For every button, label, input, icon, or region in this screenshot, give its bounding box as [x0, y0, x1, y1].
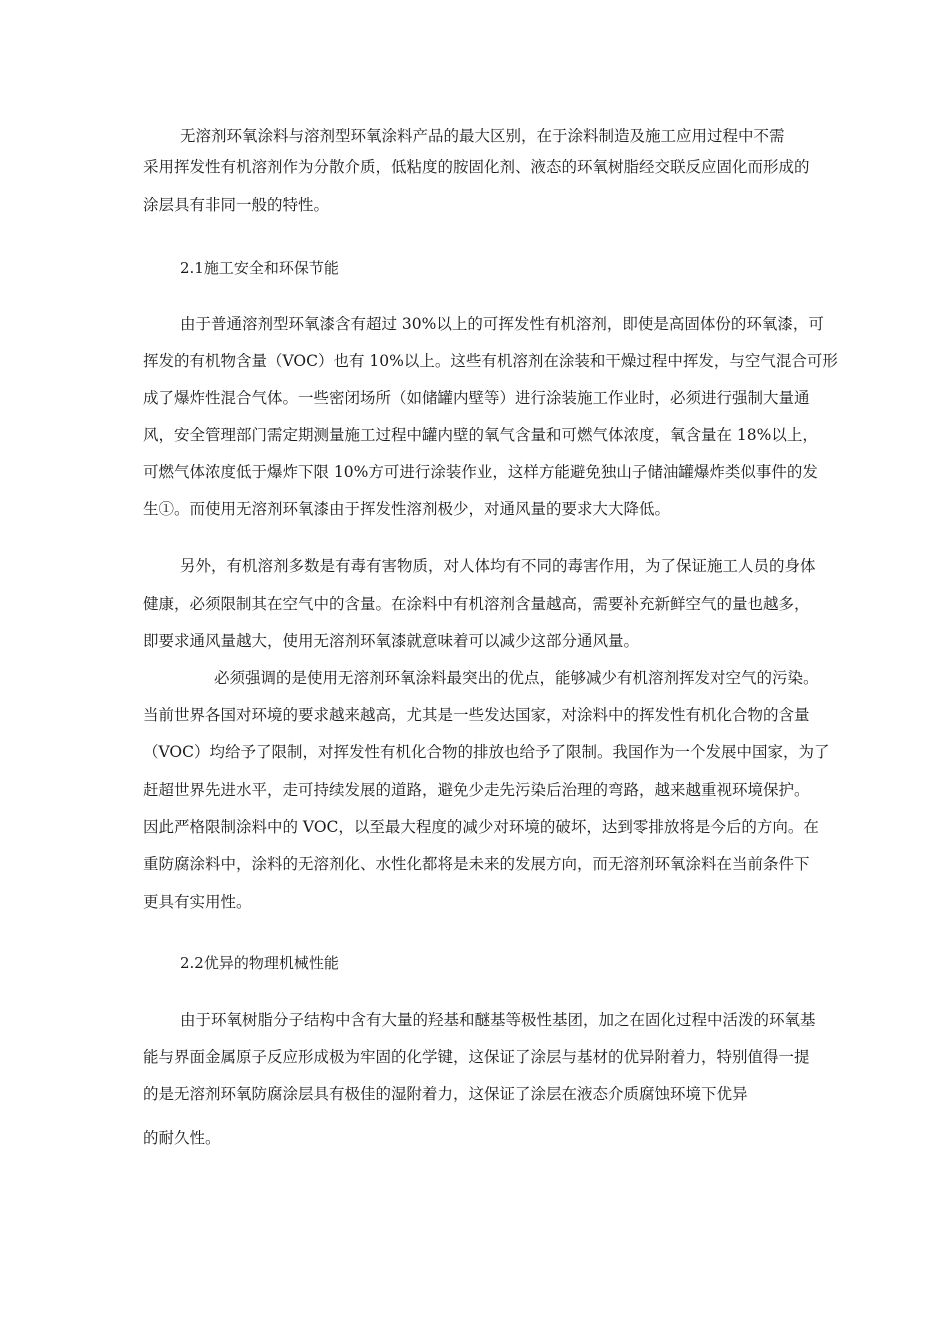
s21-p3-line-1: 必须强调的是使用无溶剂环氧涂料最突出的优点，能够减少有机溶剂挥发对空气的污染。: [214, 669, 819, 687]
s21-p3-line-3: （VOC）均给予了限制，对挥发性有机化合物的排放也给予了限制。我国作为一个发展中国家，为了: [143, 743, 830, 761]
s21-p3-line-5: 因此严格限制涂料中的 VOC，以至最大程度的减少对环境的破坏，达到零排放将是今后的方向。在: [143, 818, 819, 836]
s22-p1-line-1: 由于环氧树脂分子结构中含有大量的羟基和醚基等极性基团，加之在固化过程中活泼的环氧基: [180, 1011, 816, 1029]
s21-p1-line-4: 风，安全管理部门需定期测量施工过程中罐内壁的氧气含量和可燃气体浓度，氧含量在 18%以上，: [143, 426, 818, 444]
intro-line-1: 无溶剂环氧涂料与溶剂型环氧涂料产品的最大区别，在于涂料制造及施工应用过程中不需: [180, 127, 785, 145]
s21-p2-line-1: 另外，有机溶剂多数是有毒有害物质，对人体均有不同的毒害作用，为了保证施工人员的身体: [180, 557, 816, 575]
s21-p3-line-4: 赶超世界先进水平，走可持续发展的道路，避免少走先污染后治理的弯路，越来越重视环境保护。: [143, 781, 810, 799]
section-2-2-title: 2.2优异的物理机械性能: [180, 954, 339, 972]
s22-p1-line-3: 的是无溶剂环氧防腐涂层具有极佳的湿附着力，这保证了涂层在液态介质腐蚀环境下优异: [143, 1085, 748, 1103]
s21-p2-line-3: 即要求通风量越大，使用无溶剂环氧漆就意味着可以减少这部分通风量。: [143, 632, 640, 650]
s21-p2-line-2: 健康，必须限制其在空气中的含量。在涂料中有机溶剂含量越高，需要补充新鲜空气的量也越多，: [143, 595, 810, 613]
s21-p1-line-6: 生①。而使用无溶剂环氧漆由于挥发性溶剂极少，对通风量的要求大大降低。: [143, 500, 671, 518]
s21-p1-line-3: 成了爆炸性混合气体。一些密闭场所（如储罐内壁等）进行涂装施工作业时，必须进行强制大量通: [143, 389, 810, 407]
s21-p1-line-5: 可燃气体浓度低于爆炸下限 10%方可进行涂装作业，这样方能避免独山子储油罐爆炸类似事件的发: [143, 463, 818, 481]
s21-p3-line-6: 重防腐涂料中，涂料的无溶剂化、水性化都将是未来的发展方向，而无溶剂环氧涂料在当前条件下: [143, 855, 810, 873]
s21-p1-line-1: 由于普通溶剂型环氧漆含有超过 30%以上的可挥发性有机溶剂，即使是高固体份的环氧漆，可: [180, 315, 824, 333]
intro-line-2: 采用挥发性有机溶剂作为分散介质，低粘度的胺固化剂、液态的环氧树脂经交联反应固化而形成的: [143, 158, 810, 176]
s22-p1-line-2: 能与界面金属原子反应形成极为牢固的化学键，这保证了涂层与基材的优异附着力，特别值得一提: [143, 1048, 810, 1066]
s22-p1-line-4: 的耐久性。: [143, 1129, 221, 1147]
intro-line-3: 涂层具有非同一般的特性。: [143, 196, 330, 214]
section-2-1-title: 2.1施工安全和环保节能: [180, 259, 339, 277]
s21-p3-line-7: 更具有实用性。: [143, 893, 252, 911]
s21-p3-line-2: 当前世界各国对环境的要求越来越高，尤其是一些发达国家，对涂料中的挥发性有机化合物的含量: [143, 706, 810, 724]
s21-p1-line-2: 挥发的有机物含量（VOC）也有 10%以上。这些有机溶剂在涂装和干燥过程中挥发，与空气混合可形: [143, 352, 838, 370]
